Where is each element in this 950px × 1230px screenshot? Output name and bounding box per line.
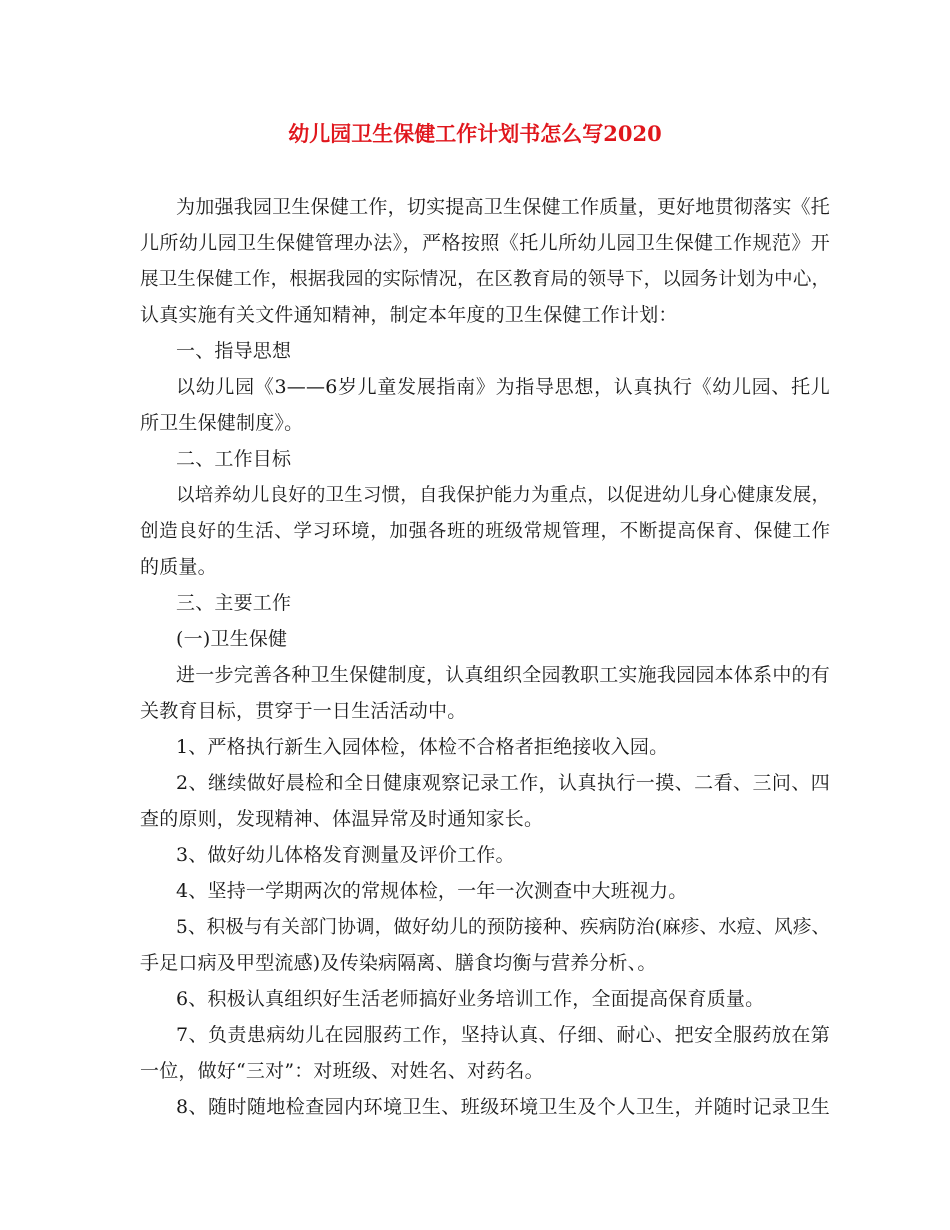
section-heading: 二、工作目标 bbox=[176, 448, 292, 470]
document-title: 幼儿园卫生保健工作计划书怎么写2020 bbox=[288, 121, 662, 146]
paragraph-line: 以幼儿园《3——6岁儿童发展指南》为指导思想，认真执行《幼儿园、托儿 bbox=[176, 376, 830, 398]
paragraph-line: 以培养幼儿良好的卫生习惯，自我保护能力为重点，以促进幼儿身心健康发展， bbox=[176, 485, 830, 506]
list-item: 7、负责患病幼儿在园服药工作，坚持认真、仔细、耐心、把安全服药放在第 bbox=[176, 1024, 830, 1046]
paragraph-line: 的质量。 bbox=[140, 556, 217, 578]
section-heading: 一、指导思想 bbox=[176, 340, 292, 362]
paragraph-line: 为加强我园卫生保健工作，切实提高卫生保健工作质量，更好地贯彻落实《托 bbox=[176, 196, 830, 218]
list-item: 8、随时随地检查园内环境卫生、班级环境卫生及个人卫生，并随时记录卫生 bbox=[176, 1096, 830, 1118]
paragraph-line: 认真实施有关文件通知精神，制定本年度的卫生保健工作计划： bbox=[140, 304, 678, 326]
list-item-continuation: 查的原则，发现精神、体温异常及时通知家长。 bbox=[140, 808, 544, 830]
paragraph-line: 所卫生保健制度》。 bbox=[140, 412, 304, 434]
subsection-heading: (一)卫生保健 bbox=[176, 628, 288, 650]
list-item-continuation: 一位，做好“三对”：对班级、对姓名、对药名。 bbox=[140, 1060, 544, 1082]
paragraph-line: 儿所幼儿园卫生保健管理办法》，严格按照《托儿所幼儿园卫生保健工作规范》开 bbox=[140, 232, 830, 254]
paragraph-line: 创造良好的生活、学习环境，加强各班的班级常规管理，不断提高保育、保健工作 bbox=[140, 521, 830, 542]
list-item: 2、继续做好晨检和全日健康观察记录工作，认真执行一摸、二看、三问、四 bbox=[176, 772, 830, 794]
list-item: 4、坚持一学期两次的常规体检，一年一次测查中大班视力。 bbox=[176, 880, 688, 902]
paragraph-line: 展卫生保健工作，根据我园的实际情况，在区教育局的领导下，以园务计划为中心， bbox=[140, 269, 830, 290]
list-item: 5、积极与有关部门协调，做好幼儿的预防接种、疾病防治(麻疹、水痘、风疹、 bbox=[176, 917, 830, 938]
section-heading: 三、主要工作 bbox=[176, 592, 292, 614]
list-item: 6、积极认真组织好生活老师搞好业务培训工作，全面提高保育质量。 bbox=[176, 988, 765, 1010]
list-item-continuation: 手足口病及甲型流感)及传染病隔离、膳食均衡与营养分析、。 bbox=[140, 952, 657, 974]
paragraph-line: 进一步完善各种卫生保健制度，认真组织全园教职工实施我园园本体系中的有 bbox=[176, 664, 830, 686]
list-item: 3、做好幼儿体格发育测量及评价工作。 bbox=[176, 844, 515, 866]
list-item: 1、严格执行新生入园体检，体检不合格者拒绝接收入园。 bbox=[176, 736, 669, 758]
paragraph-line: 关教育目标，贯穿于一日生活活动中。 bbox=[140, 700, 467, 722]
